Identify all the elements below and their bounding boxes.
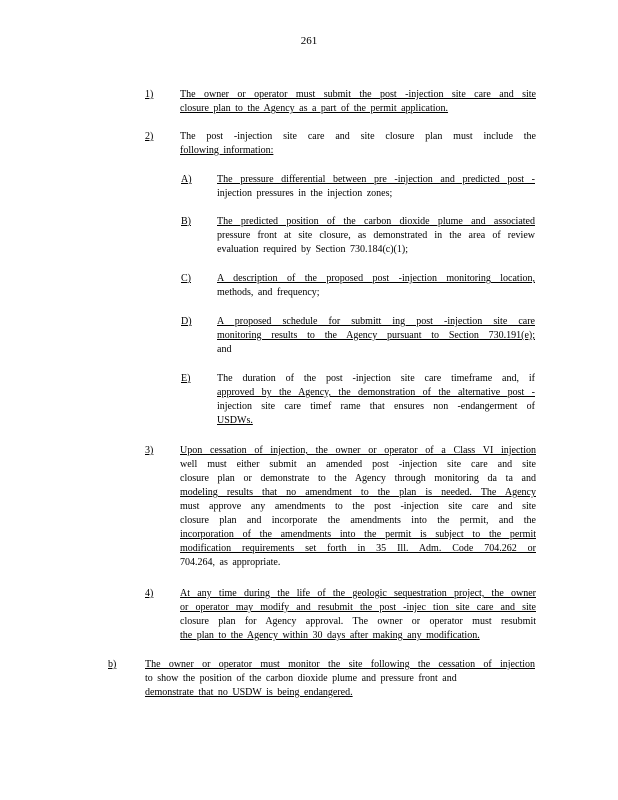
subitem-marker: C) [181,273,191,284]
subitem-marker: E) [181,373,191,384]
text-line: approved by the Agency, the demonstration of the alternative post - [217,387,535,398]
item-4-text [180,587,536,643]
text-line: pressure front at site closure, as demonstrated in the area of review [217,230,535,241]
text-line: The pressure differential between pre -injection and predicted post - [217,174,535,185]
subitem-marker: A) [181,174,192,185]
text-line: modeling results that no amendment to the plan is needed. The Agency [180,487,536,498]
item-2-text [180,130,536,158]
text-line: The post -injection site care and site closure plan must include the [180,131,536,142]
text-line: closure plan or demonstrate to the Agency through monitoring da ta and [180,473,536,484]
item-marker: 1) [145,89,154,100]
text-line: well must either submit an amended post -injection site care and site [180,459,536,470]
subitem-c-text [217,272,535,300]
text-line: demonstrate that no USDW is being endangered. [145,687,353,698]
text-line: The owner or operator must monitor the site following the cessation of injection [145,659,535,670]
page-number: 261 [300,35,318,47]
text-line: monitoring results to the Agency pursuant to Section 730.191(e); [217,330,535,341]
text-line: modification requirements set forth in 35 Ill. Adm. Code 704.262 or [180,543,536,554]
subitem-marker: B) [181,216,191,227]
item-marker: 3) [145,445,154,456]
subitem-d-text [217,315,535,357]
text-line: injection site care timef rame that ensures non -endangerment of [217,401,535,412]
text-line: incorporation of the amendments into the permit is subject to the permit [180,529,536,540]
text-line: The predicted position of the carbon dioxide plume and associated [217,216,535,227]
text-line: USDWs. [217,415,253,426]
subitem-e-text [217,372,535,428]
text-line: the plan to the Agency within 30 days after making any modification. [180,630,480,641]
text-line: following information: [180,145,274,156]
text-line: methods, and frequency; [217,287,320,298]
item-marker: 2) [145,131,154,142]
text-line: closure plan for Agency approval. The owner or operator must resubmit [180,616,536,627]
text-line: The owner or operator must submit the post -injection site care and site [180,89,536,100]
subsection-marker: b) [108,659,117,670]
text-line: A proposed schedule for submitt ing post -injection site care [217,316,535,327]
text-line: and [217,344,232,355]
text-line: At any time during the life of the geologic sequestration project, the owner [180,588,536,599]
subitem-b-text [217,215,535,257]
text-line: injection pressures in the injection zones; [217,188,393,199]
subitem-marker: D) [181,316,192,327]
text-line: closure plan to the Agency as a part of the permit application. [180,103,449,114]
text-line: to show the position of the carbon dioxide plume and pressure front and [145,673,457,684]
text-line: closure plan and incorporate the amendments into the permit, and the [180,515,536,526]
text-line: or operator may modify and resubmit the post -injec tion site care and site [180,602,536,613]
text-line: A description of the proposed post -injection monitoring location, [217,273,535,284]
item-3-text [180,444,536,570]
text-line: must approve any amendments to the post -injection site care and site [180,501,536,512]
item-1-text [180,88,536,116]
text-line: The duration of the post -injection site care timeframe and, if [217,373,535,384]
text-line: Upon cessation of injection, the owner or operator of a Class VI injection [180,445,536,456]
text-line: evaluation required by Section 730.184(c)(1); [217,244,408,255]
text-line: 704.264, as appropriate. [180,557,281,568]
subsection-b-text [145,658,535,700]
subitem-a-text [217,173,535,201]
item-marker: 4) [145,588,154,599]
